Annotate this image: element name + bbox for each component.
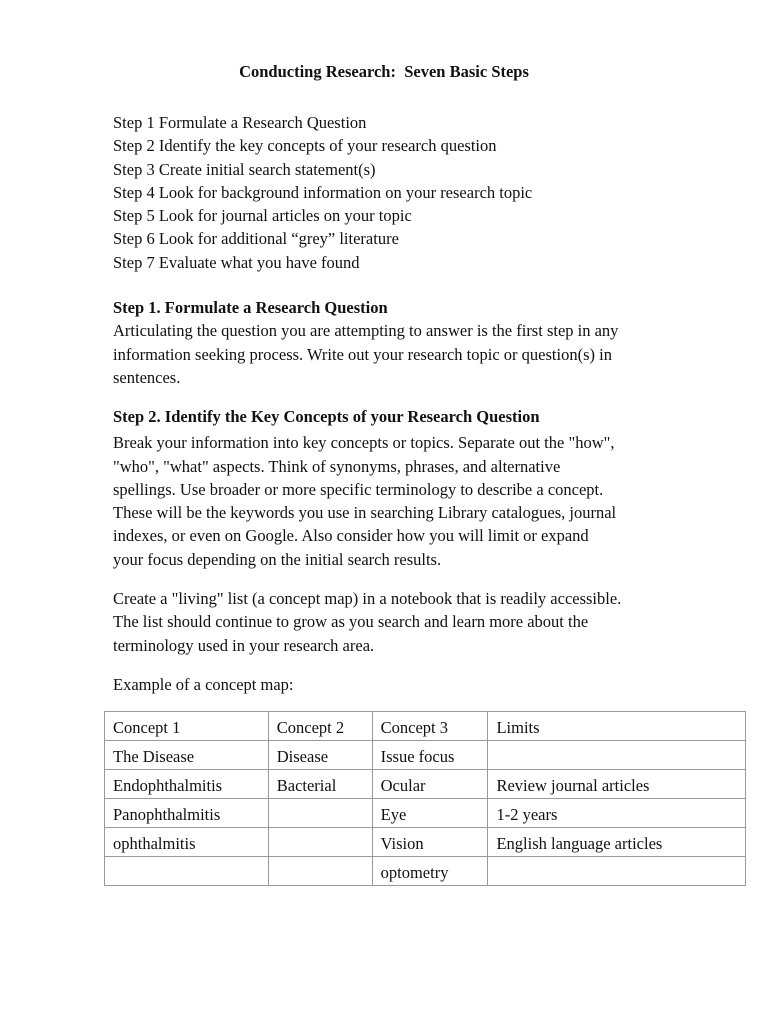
paragraph-line: information seeking process. Write out your research topic or question(s) in: [113, 344, 612, 364]
steps-list-item: Step 7 Evaluate what you have found: [113, 252, 360, 272]
table-cell: Concept 1: [105, 712, 269, 741]
paragraph-line: Articulating the question you are attempting to answer is the first step in any: [113, 321, 619, 341]
section-step-1-paragraph: [113, 319, 673, 389]
paragraph-line: Break your information into key concepts or topics. Separate out the "how",: [113, 433, 615, 453]
table-row: [105, 857, 746, 886]
table-row: [105, 828, 746, 857]
paragraph-line: "who", "what" aspects. Think of synonyms, phrases, and alternative: [113, 456, 561, 476]
section-step-1: [113, 296, 673, 389]
paragraph-line: terminology used in your research area.: [113, 635, 375, 655]
table-cell: English language articles: [488, 828, 746, 857]
section-step-2: [113, 405, 673, 696]
table-cell: Vision: [372, 828, 488, 857]
table-cell: [488, 857, 746, 886]
table-cell: Issue focus: [372, 741, 488, 770]
paragraph-line: Create a "living" list (a concept map) in a notebook that is readily accessible.: [113, 589, 622, 609]
table-cell: [105, 857, 269, 886]
paragraph-line: These will be the keywords you use in searching Library catalogues, journal: [113, 503, 617, 523]
paragraph-line: your focus depending on the initial search results.: [113, 549, 442, 569]
table-cell: 1-2 years: [488, 799, 746, 828]
table-row: [105, 712, 746, 741]
table-cell: Ocular: [372, 770, 488, 799]
concept-map-table: [104, 711, 746, 886]
table-cell: Review journal articles: [488, 770, 746, 799]
table-cell: ophthalmitis: [105, 828, 269, 857]
steps-list-item: Step 4 Look for background information on your research topic: [113, 182, 533, 202]
section-step-2-heading: Step 2. Identify the Key Concepts of your Research Question: [113, 407, 540, 426]
table-cell: optometry: [372, 857, 488, 886]
steps-list-item: Step 2 Identify the key concepts of your research question: [113, 136, 497, 156]
table-row: [105, 799, 746, 828]
paragraph-line: spellings. Use broader or more specific terminology to describe a concept.: [113, 479, 604, 499]
table-row: [105, 770, 746, 799]
table-cell: [268, 828, 372, 857]
steps-list-item: Step 6 Look for additional “grey” literature: [113, 229, 399, 249]
paragraph-line: sentences.: [113, 367, 181, 387]
table-row: [105, 741, 746, 770]
concept-map-label: Example of a concept map:: [113, 674, 294, 694]
table-cell: [488, 741, 746, 770]
table-cell: The Disease: [105, 741, 269, 770]
table-cell: Disease: [268, 741, 372, 770]
steps-list-item: Step 3 Create initial search statement(s): [113, 159, 376, 179]
section-step-1-heading: Step 1. Formulate a Research Question: [113, 298, 388, 317]
document-title: Conducting Research: Seven Basic Steps: [239, 62, 529, 81]
section-step-2-paragraph-1: [113, 431, 673, 571]
steps-list-item: Step 1 Formulate a Research Question: [113, 113, 367, 132]
table-cell: Limits: [488, 712, 746, 741]
steps-list: [113, 111, 532, 274]
paragraph-line: The list should continue to grow as you search and learn more about the: [113, 612, 589, 632]
section-step-2-paragraph-2: [113, 587, 673, 657]
steps-list-item: Step 5 Look for journal articles on your topic: [113, 206, 412, 226]
table-cell: Eye: [372, 799, 488, 828]
table-cell: [268, 799, 372, 828]
table-cell: Concept 3: [372, 712, 488, 741]
paragraph-line: indexes, or even on Google. Also consider how you will limit or expand: [113, 526, 589, 546]
table-cell: Bacterial: [268, 770, 372, 799]
table-cell: Concept 2: [268, 712, 372, 741]
table-cell: Panophthalmitis: [105, 799, 269, 828]
table-cell: Endophthalmitis: [105, 770, 269, 799]
table-cell: [268, 857, 372, 886]
